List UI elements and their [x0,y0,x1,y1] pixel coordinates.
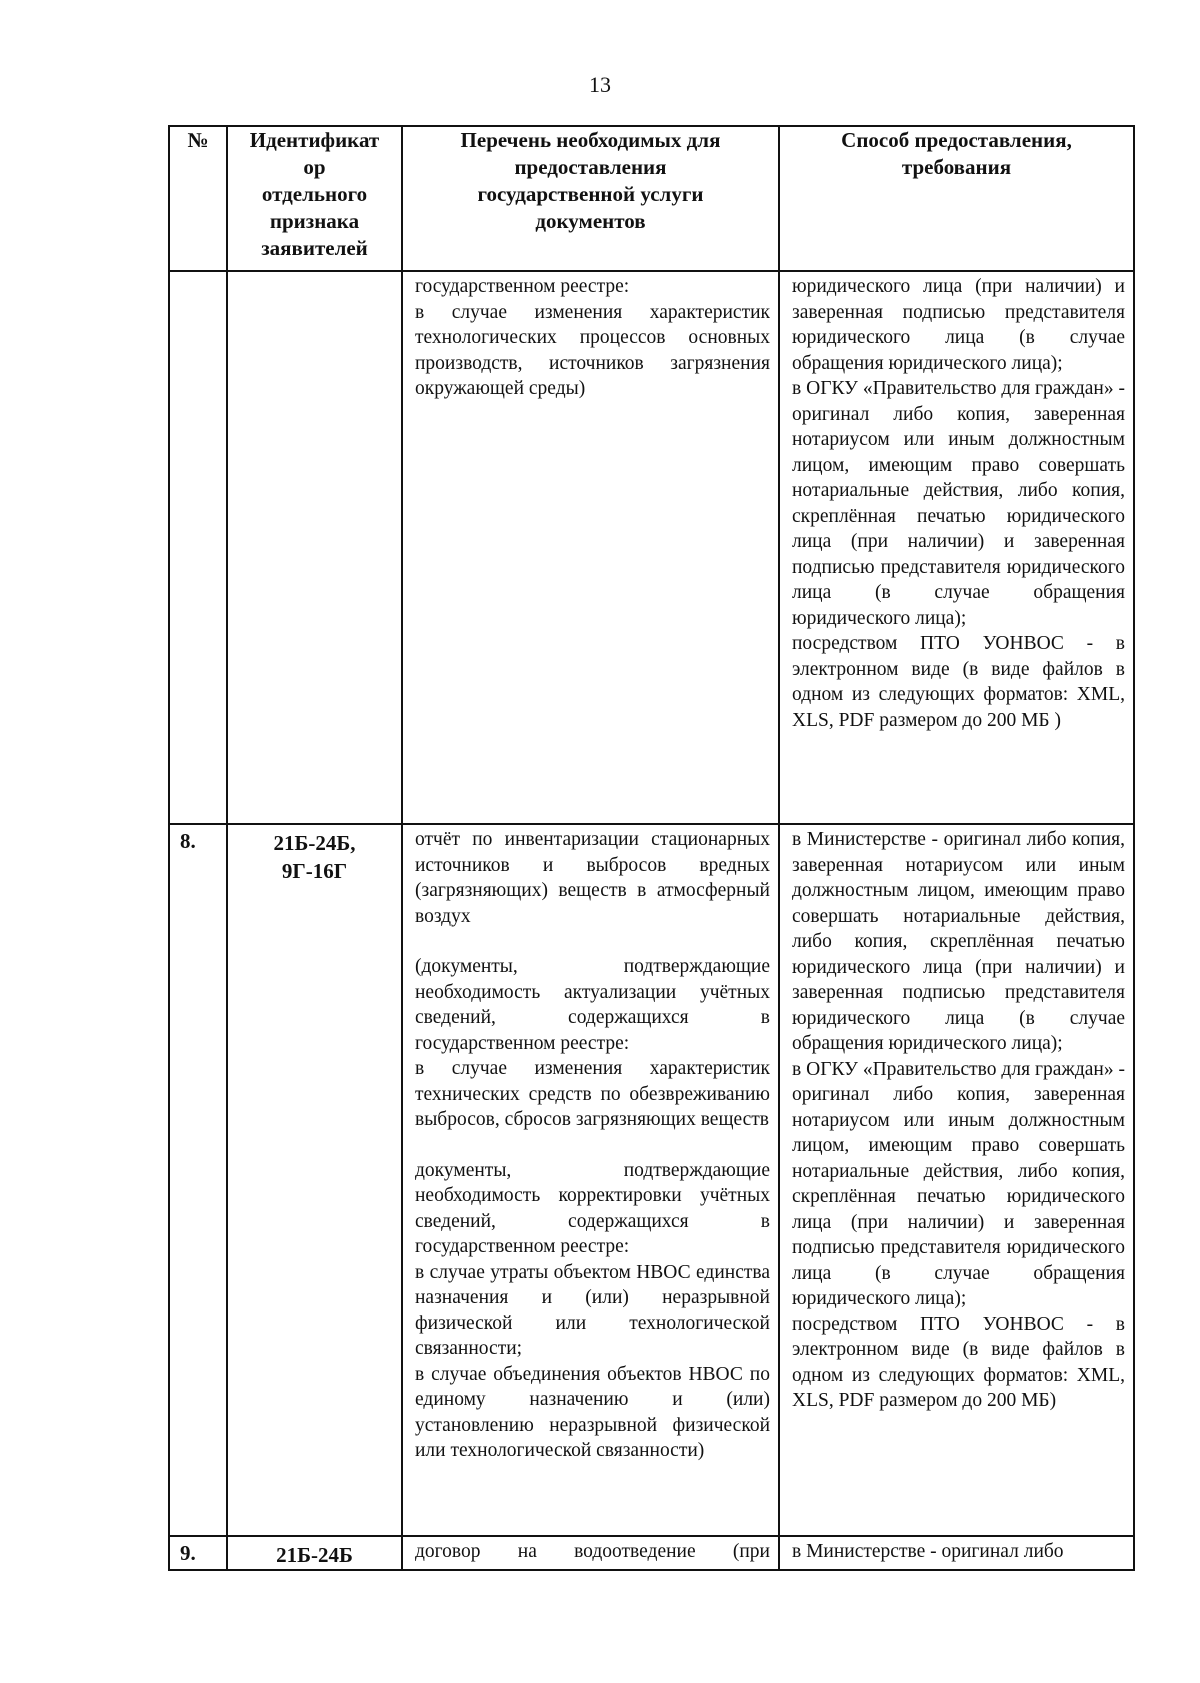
table-row [169,824,1134,1536]
method-text: посредством ПТО УОНВОС - в электронном виде (в виде файлов в одном из следующих форматов: XML, XLS, PDF размером до 200 МБ ) [792,633,1125,731]
header-identifier [227,126,402,271]
header-method [779,126,1134,271]
document-text: документы, подтверждающие необходимость корректировки учётных сведений, содержащихся в государственном реестре: [415,1159,770,1257]
header-line: Идентификат [249,128,380,152]
row-documents-cell [402,1536,779,1570]
row-identifier-cell [227,824,402,1536]
header-num: № [169,126,227,271]
document-text: отчёт по инвентаризации стационарных источников и выбросов вредных (загрязняющих) веществ в атмосферный воздух [415,829,770,927]
row-method-cell [779,1536,1134,1570]
row-identifier-cell: 21Б-24Б [227,1536,402,1570]
document-text: в случае объединения объектов НВОС по единому назначению и (или) установлению неразрывной физической или технологической связанности) [415,1363,770,1461]
table-row [169,1536,1134,1570]
table-header-row [169,126,1134,271]
header-line: государственной услуги [477,182,704,206]
method-text: в Министерстве - оригинал либо копия, заверенная нотариусом или иным должностным лицом, имеющим право совершать нотариальные действия, либо копия, скреплённая печатью юридического лица (при наличии) и заверенная подписью представителя юридического лица (в случае обращения юридического лица); [792,829,1125,1054]
header-line: документов [535,209,646,233]
row-method-cell [779,271,1134,824]
row-identifier-cell [227,271,402,824]
row-documents-cell [402,824,779,1536]
header-line: признака [269,209,360,233]
page-number: 13 [589,72,611,97]
row-num-cell [169,271,227,824]
document-text: в случае изменения характеристик технологических процессов основных производств, источников загрязнения окружающей среды) [415,301,770,399]
header-line: требования [901,155,1012,179]
header-line: ор [303,155,326,179]
table-row [169,271,1134,824]
method-text: в ОГКУ «Правительство для граждан» - оригинал либо копия, заверенная нотариусом или иным должностным лицом, имеющим право совершать нотариальные действия, либо копия, скреплённая печатью юридического лица (при наличии) и заверенная подписью представителя юридического лица (в случае обращения юридического лица); [792,378,1125,629]
row-num-cell: 8. [169,824,227,1536]
document-text: в случае изменения характеристик технических средств по обезвреживанию выбросов, сбросов загрязняющих веществ [415,1058,770,1130]
method-text: в ОГКУ «Правительство для граждан» - оригинал либо копия, заверенная нотариусом или иным должностным лицом, имеющим право совершать нотариальные действия, либо копия, скреплённая печатью юридического лица (при наличии) и заверенная подписью представителя юридического лица (в случае обращения юридического лица); [792,1058,1125,1309]
document-text: государственном реестре: [415,276,630,297]
method-text: посредством ПТО УОНВОС - в электронном виде (в виде файлов в одном из следующих форматов: XML, XLS, PDF размером до 200 МБ) [792,1313,1125,1411]
header-line: заявителей [261,236,368,260]
method-text: в Министерстве - оригинал либо [792,1541,1064,1562]
identifier-line: 21Б-24Б, [273,831,356,855]
method-text: юридического лица (при наличии) и заверенная подписью представителя юридического лица (в случае обращения юридического лица); [792,276,1125,374]
services-table [168,125,1135,1571]
row-num-cell: 9. [169,1536,227,1570]
header-line: Перечень необходимых для [460,128,721,152]
header-line: Способ предоставления, [841,128,1072,152]
document-text: в случае утраты объектом НВОС единства назначения и (или) неразрывной физической или технологической связанности; [415,1261,770,1359]
header-line: отдельного [261,182,368,206]
identifier-line: 9Г-16Г [281,859,348,883]
document-text: (документы, подтверждающие необходимость актуализации учётных сведений, содержащихся в государственном реестре: [415,956,770,1054]
row-documents-cell [402,271,779,824]
header-documents [402,126,779,271]
document-text: договор на водоотведение (при [415,1541,770,1562]
row-method-cell [779,824,1134,1536]
header-line: предоставления [514,155,667,179]
